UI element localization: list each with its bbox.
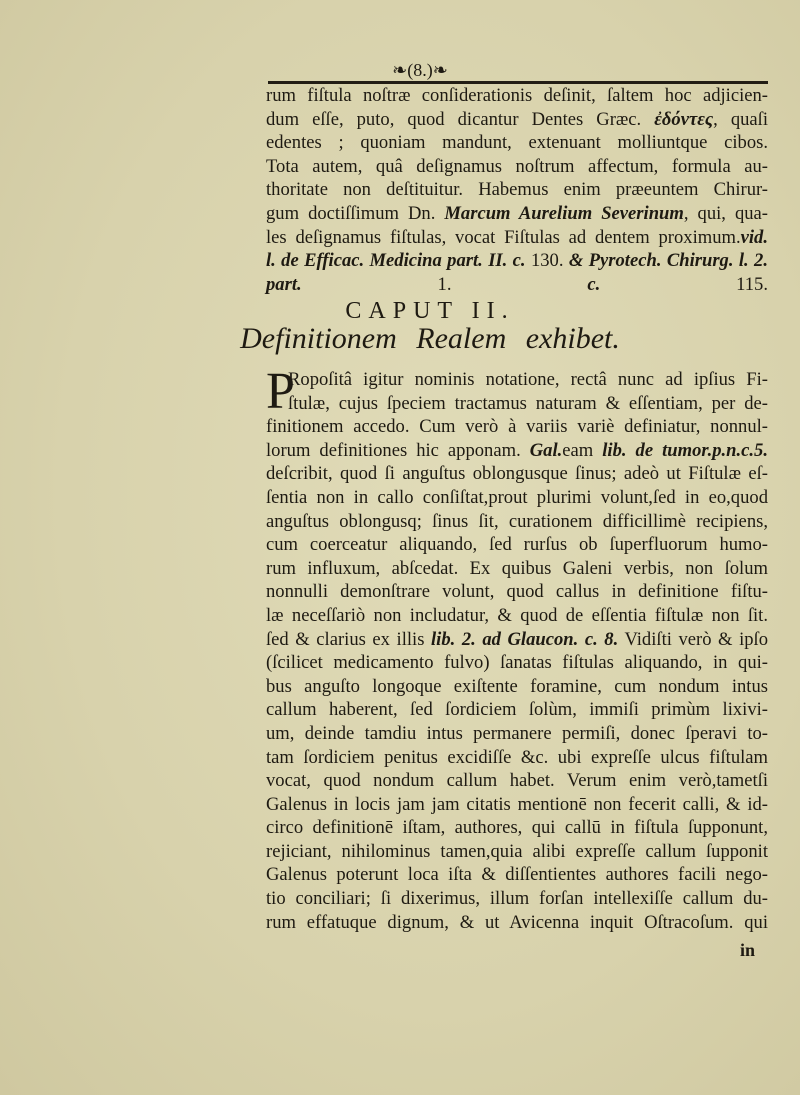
text-segment: Galenus in locis jam jam citatis mentionē non fecerit calli, & id- xyxy=(266,793,768,815)
italic-citation: Gal. xyxy=(529,439,563,461)
text-segment: rum effatuque dignum, & ut Avicenna inquit Oſtracoſum. qui xyxy=(266,911,768,933)
text-line xyxy=(266,651,768,675)
text-line xyxy=(266,155,768,179)
text-line xyxy=(266,746,768,770)
body-paragraph xyxy=(266,363,769,934)
italic-citation: ἐδόντες xyxy=(654,108,714,130)
text-segment: tio conciliari; ſi dixerimus, illum forſan intellexiſſe callum du- xyxy=(266,888,768,910)
italic-citation: part. xyxy=(266,273,302,295)
italic-citation: vid. xyxy=(740,226,768,248)
text-segment: edentes ; quoniam mandunt, extenuant molliuntque cibos. xyxy=(266,132,768,154)
text-segment: gum doctiſſimum Dn. xyxy=(266,202,445,224)
text-segment: ſentia non in callo conſiſtat,prout plurimi volunt,ſed in eo,quod xyxy=(266,486,768,508)
text-segment: Galenus poterunt loca iſta & diſſentientes authores facili nego- xyxy=(266,864,768,886)
text-line xyxy=(266,415,768,439)
text-line xyxy=(266,557,768,581)
text-segment: circo definitionē iſtam, authores, qui callū in fiſtula ſupponunt, xyxy=(266,817,768,839)
chapter-subtitle: Definitionem Realem exhibet. xyxy=(240,322,620,355)
chapter-heading: CAPUT II. xyxy=(345,298,515,324)
text-segment: les deſignamus fiſtulas, vocat Fiſtulas ad dentem proximum. xyxy=(266,226,741,248)
text-segment: læ neceſſariò non includatur, & quod de eſſentia fiſtulæ non ſit. xyxy=(266,604,768,626)
text-line xyxy=(266,84,768,108)
text-segment: finitionem accedo. Cum verò à variis variè definiatur, nonnul- xyxy=(266,416,768,438)
text-segment: dum eſſe, puto, quod dicantur Dentes Græc. xyxy=(266,108,655,130)
text-line xyxy=(266,604,768,628)
text-line xyxy=(266,816,768,840)
text-segment: Vidiſti verò & ipſo xyxy=(618,628,768,650)
text-segment: tam ſordiciem penitus excidiſſe &c. ubi expreſſe ulcus fiſtulam xyxy=(266,746,768,768)
text-line xyxy=(266,533,768,557)
text-line xyxy=(266,462,768,486)
text-segment: deſcribit, quod ſi anguſtus oblongusque ſinus; adeò ut Fiſtulæ eſ- xyxy=(266,463,768,485)
text-segment: (ſcilicet medicamento fulvo) ſanatas fiſtulas aliquando, in qui- xyxy=(266,652,768,674)
text-line xyxy=(266,580,768,604)
catchword: in xyxy=(740,940,756,960)
italic-citation: lib. 2. ad Glaucon. c. 8. xyxy=(431,628,619,650)
text-line xyxy=(266,273,768,297)
text-line xyxy=(266,510,768,534)
text-line xyxy=(266,108,768,132)
text-segment: bus anguſto longoque exiſtente foramine, cum nondum intus xyxy=(266,675,768,697)
text-line xyxy=(266,368,768,392)
text-segment: 1. xyxy=(301,273,588,295)
text-segment: 115. xyxy=(600,273,768,295)
text-segment: eam xyxy=(562,439,603,461)
text-line xyxy=(266,439,768,463)
text-line xyxy=(266,840,768,864)
italic-citation: c. xyxy=(587,273,601,295)
text-line xyxy=(266,769,768,793)
text-line xyxy=(266,722,768,746)
text-line xyxy=(266,675,768,699)
text-line xyxy=(266,178,768,202)
italic-citation: & Pyrotech. Chirurg. l. 2. xyxy=(568,250,768,272)
text-segment: rum fiſtula noſtræ conſiderationis deſinit, ſaltem hoc adjicien- xyxy=(266,85,768,106)
intro-paragraph xyxy=(266,84,768,296)
italic-citation: Marcum Aurelium Severinum xyxy=(444,202,684,224)
text-line xyxy=(266,486,768,510)
text-segment: lorum definitiones hic apponam. xyxy=(266,439,530,461)
text-segment: ſtulæ, cujus ſpeciem tractamus naturam & eſſentiam, per de- xyxy=(288,392,768,414)
text-segment: nonnulli demonſtrare volunt, quod callus in definitione fiſtu- xyxy=(266,581,768,603)
text-line xyxy=(266,911,768,935)
text-segment: Ropoſitâ igitur nominis notatione, rectâ nunc ad ipſius Fi- xyxy=(288,369,768,390)
text-segment: anguſtus oblongusq; ſinus ſit, curationem difficillimè recipiens, xyxy=(266,510,768,532)
text-segment: ſed & clarius ex illis xyxy=(266,628,431,650)
text-segment: , qui, qua- xyxy=(683,202,768,224)
text-segment: Tota autem, quâ deſignamus noſtrum affectum, formula au- xyxy=(266,155,768,177)
text-segment: vocat, quod nondum callum habet. Verum enim verò,tametſi xyxy=(266,770,768,792)
text-segment: um, deinde tamdiu intus permanere permiſi, donec ſperavi to- xyxy=(266,722,768,744)
text-line xyxy=(266,202,768,226)
text-segment: rejiciant, nihilominus tamen,quia alibi expreſſe callum ſupponit xyxy=(266,840,768,862)
text-segment: thoritate non deſtituitur. Habemus enim præeuntem Chirur- xyxy=(266,179,768,201)
text-line xyxy=(266,392,768,416)
text-segment: cum coerceatur aliquando, ſed rurſus ob ſuperfluorum humo- xyxy=(266,534,768,556)
text-line xyxy=(266,628,768,652)
drop-cap: P xyxy=(266,363,295,420)
text-line xyxy=(266,887,768,911)
text-line xyxy=(266,131,768,155)
italic-citation: l. de Efficac. Medicina part. II. c. xyxy=(266,250,526,272)
text-segment: callum haberent, ſed ſordiciem ſolùm, immiſi primùm lixivi- xyxy=(266,699,768,721)
text-line xyxy=(266,793,768,817)
italic-citation: lib. de tumor.p.n.c.5. xyxy=(602,439,769,461)
text-segment: 130. xyxy=(525,250,569,272)
page-number-header: ❧(8.)❧ xyxy=(392,60,448,80)
text-line xyxy=(266,226,768,250)
text-segment: , quaſi xyxy=(713,108,768,130)
text-line xyxy=(266,249,768,273)
text-line xyxy=(266,698,768,722)
text-segment: rum influxum, abſcedat. Ex quibus Galeni verbis, non ſolum xyxy=(266,557,768,579)
text-line xyxy=(266,863,768,887)
